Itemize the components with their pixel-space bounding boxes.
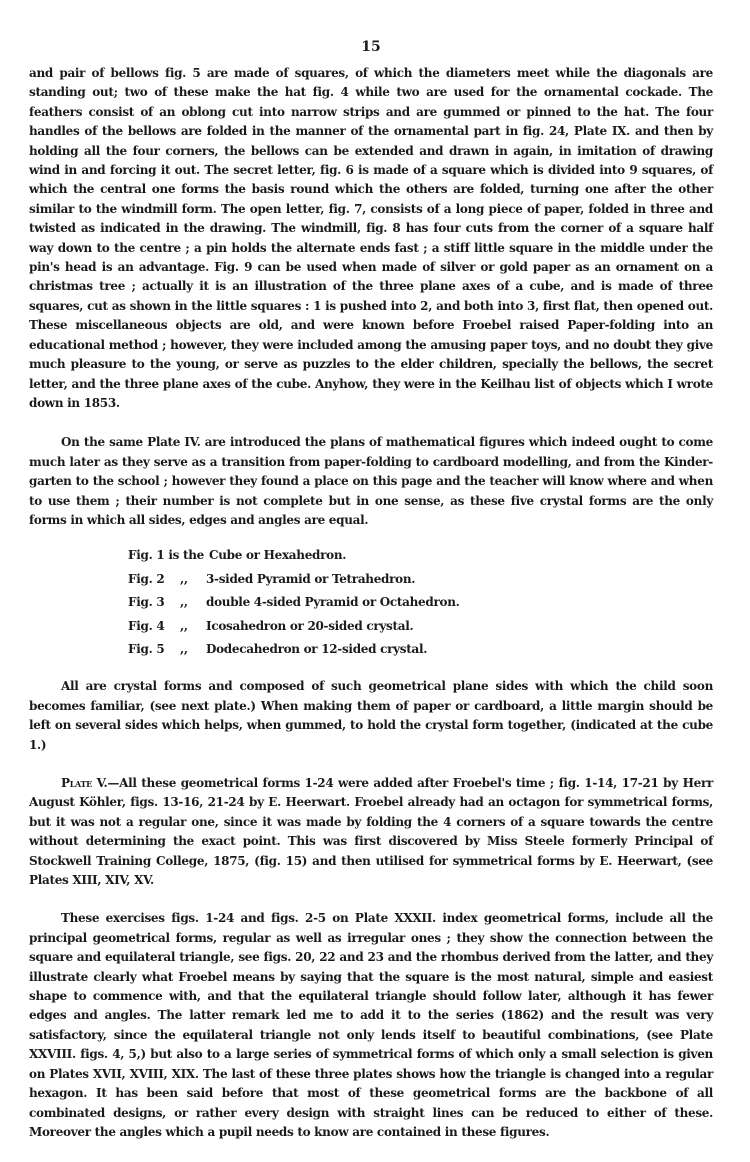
plate-heading: Plate V. — [61, 776, 108, 790]
figure-label: Fig. 3 — [128, 595, 165, 610]
figure-list-item — [128, 638, 628, 661]
figure-ditto-mark: ,, — [180, 595, 188, 610]
paragraph-geometrical-exercises: These exercises figs. 1-24 and figs. 2-5 on Plate XXXII. index geometrical forms, include all the principal geometrical forms, regular as well as irregular ones ; they show the connection between the square and equilateral triangle, see figs. 20, 22 and 23 and the rhombus derived from the latter, and they illustrate clearly what Froebel means by saying that the square is the most natural, simple and easiest shape to commence with, and that the equilateral triangle should follow later, although it has fewer edges and angles. The latter remark led me to add it to the series (1862) and the result was very satisfactory, since the equilateral triangle not only lends itself to beautiful combinations, (see Plate XXVIII. figs. 4, 5,) but also to a large series of symmetrical forms of which only a small selection is given on Plates XVII, XVIII, XIX. The last of these three plates shows how the triangle is changed into a regular hexagon. It has been said before that most of these geometrical forms are the backbone of all combinated designs, or rather every design with straight lines can be reduced to either of these. Moreover the angles which a pupil needs to know are contained in these figures. — [29, 911, 713, 1139]
paragraph-plate-v — [29, 774, 713, 890]
figure-list-item — [128, 591, 628, 614]
figure-description: double 4-sided Pyramid or Octahedron. — [206, 595, 460, 610]
paragraph-plate-v-body: —All these geometrical forms 1-24 were added after Froebel's time ; fig. 1-14, 17-21 by Herr August Köhler, figs. 13-16, 21-24 by E. Heerwart. Froebel already had an octagon for symmetrical forms, but it was not a regular one, since it was made by folding the 4 corners of a square towards the centre without determining the exact point. This was first discovered by Miss Steele formerly Principal of Stockwell Training College, 1875, (fig. 15) and then utilised for symmetrical forms by E. Heerwart, (see Plates XIII, XIV, XV. — [29, 776, 713, 888]
figure-ditto-mark: ,, — [180, 571, 188, 586]
paragraph-plate-iv-mathematical-figures: On the same Plate IV. are introduced the plans of mathematical figures which indeed ought to come much later as they serve as a transition from paper-folding to cardboard modelling, and from the Kinder-garten to the school ; however they found a place on this page and the teacher will know where and when to use them ; their number is not complete but in one sense, as these five crystal forms are the only forms in which all sides, edges and angles are equal. — [29, 435, 713, 527]
paragraph-crystal-forms: All are crystal forms and composed of such geometrical plane sides with which the child soon becomes familiar, (see next plate.) When making them of paper or cardboard, a little margin should be left on several sides which helps, when gummed, to hold the crystal form together, (indicated at the cube 1.) — [29, 679, 713, 752]
paragraph-bellows-objects: and pair of bellows fig. 5 are made of squares, of which the diameters meet while the diagonals are standing out; two of these make the hat fig. 4 while two are used for the ornamental cockade. The feathers consist of an oblong cut into narrow strips and are gummed or pinned to the hat. The four handles of the bellows are folded in the manner of the ornamental part in fig. 24, Plate IX. and then by holding all the four corners, the bellows can be extended and drawn in again, in imitation of drawing wind in and forcing it out. The secret letter, fig. 6 is made of a square which is divided into 9 squares, of which the central one forms the basis round which the others are folded, turning one after the other similar to the windmill form. The open letter, fig. 7, consists of a long piece of paper, folded in three and twisted as indicated in the drawing. The windmill, fig. 8 has four cuts from the corner of a square half way down to the centre ; a pin holds the alternate ends fast ; a stiff little square in the middle under the pin's head is an advantage. Fig. 9 can be used when made of silver or gold paper as an ornament on a christmas tree ; actually it is an illustration of the three plane axes of a cube, and is made of three squares, cut as shown in the little squares : 1 is pushed into 2, and both into 3, first flat, then opened out. These miscellaneous objects are old, and were known before Froebel raised Paper-folding into an educational method ; however, they were included among the amusing paper toys, and no doubt they give much pleasure to the young, or serve as puzzles to the elder children, specially the bellows, the secret letter, and the three plane axes of the cube. Anyhow, they were in the Keilhau list of objects which I wrote down in 1853. — [29, 66, 713, 410]
figure-label: Fig. 4 — [128, 618, 165, 633]
figure-list-item — [128, 544, 628, 567]
figure-description: Dodecahedron or 12-sided crystal. — [206, 641, 428, 656]
figure-ditto-mark: ,, — [180, 641, 188, 656]
figure-list-item — [128, 568, 628, 591]
figure-label: Fig. 5 — [128, 641, 165, 656]
figure-label: Fig. 2 — [128, 571, 165, 586]
figure-description: Icosahedron or 20-sided crystal. — [206, 618, 414, 633]
crystal-figure-list — [128, 544, 628, 661]
figure-description: Cube or Hexahedron. — [208, 548, 347, 563]
page-number: 15 — [361, 39, 381, 55]
figure-list-item — [128, 615, 628, 638]
figure-connector: is the — [168, 548, 204, 563]
figure-ditto-mark: ,, — [180, 618, 188, 633]
figure-label: Fig. 1 — [128, 548, 165, 563]
figure-description: 3-sided Pyramid or Tetrahedron. — [206, 571, 416, 586]
